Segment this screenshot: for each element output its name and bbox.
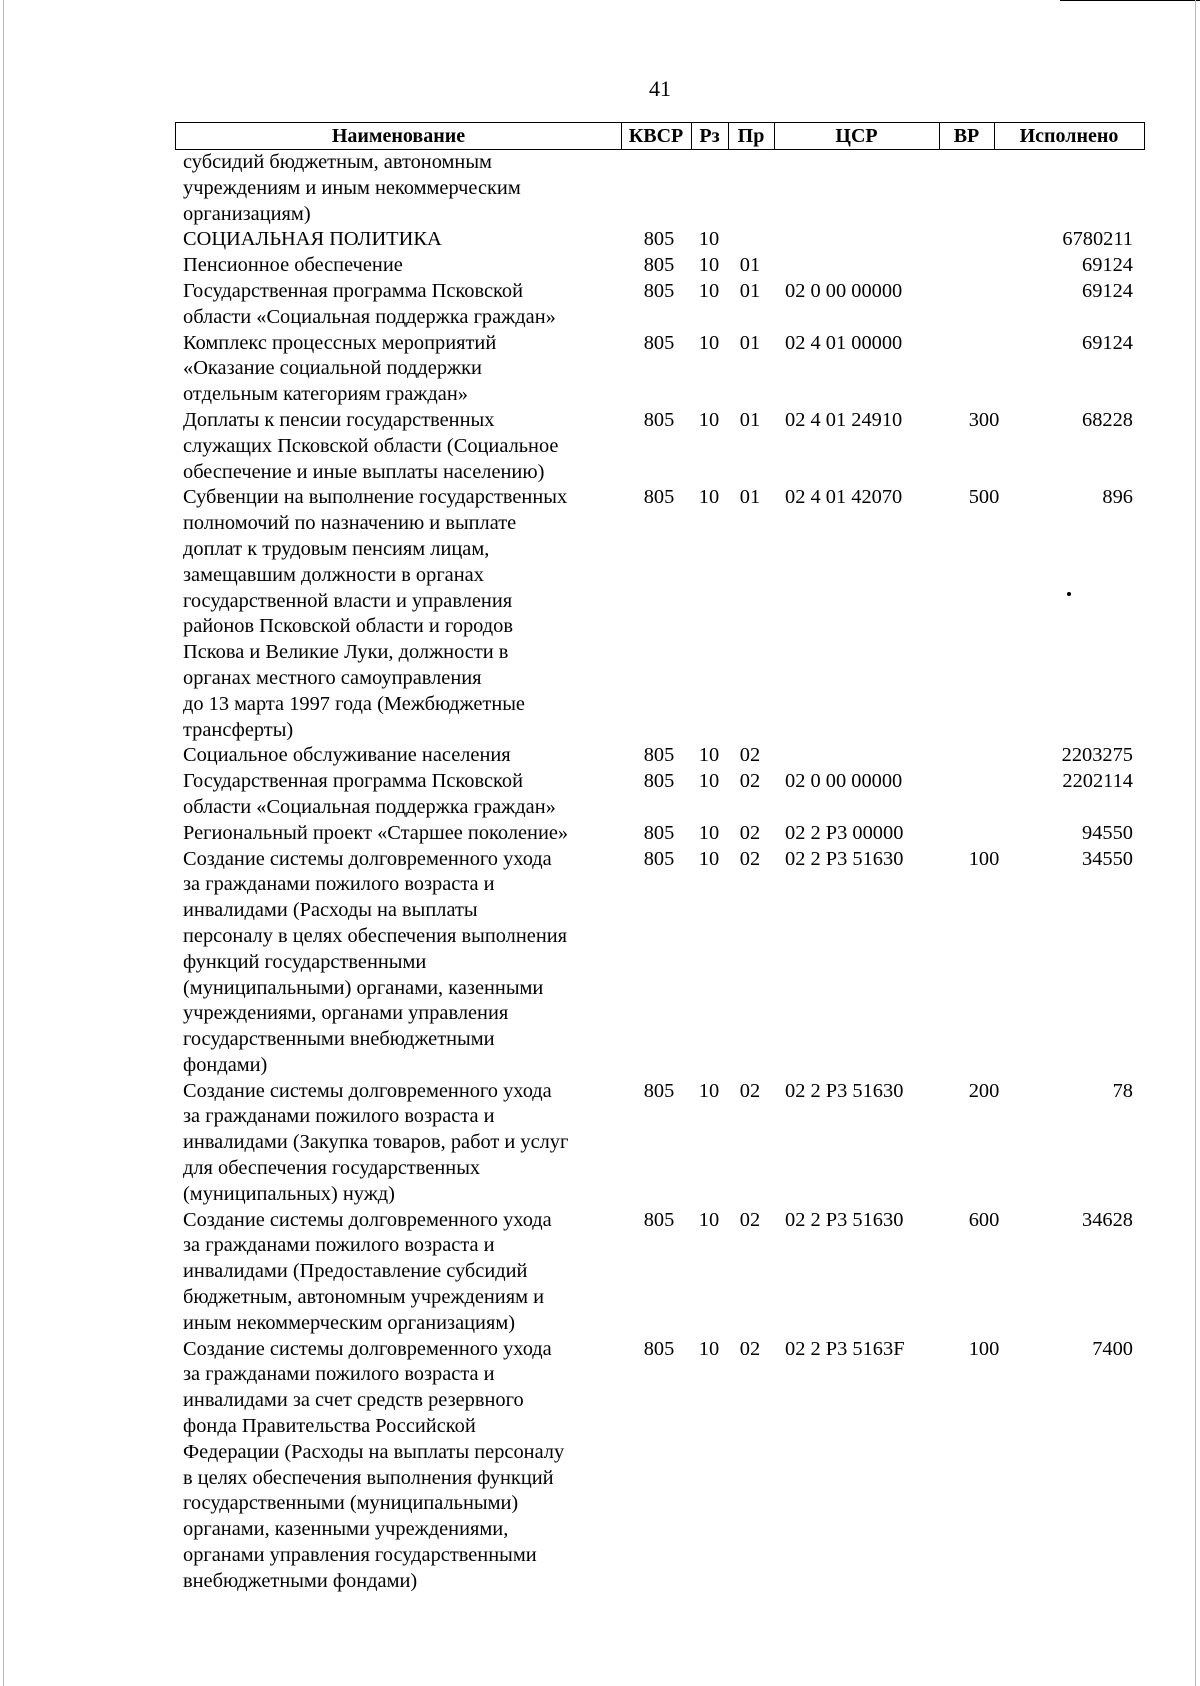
header-done: Исполнено [1019,125,1119,147]
row-kvsr: 805 [643,228,675,251]
row-name-line: полномочий по назначению и выплате [183,512,517,535]
row-name-line: Создание системы долговременного ухода [183,1208,552,1231]
table-row [175,331,1145,408]
row-pr: 02 [739,847,761,870]
row-name [175,408,613,485]
table-row [175,253,1145,279]
row-rz: 10 [698,228,720,251]
row-name-line: Пенсионное обеспечение [183,254,403,277]
table-row [175,821,1145,847]
row-kvsr: 805 [643,847,675,870]
row-name [175,769,613,821]
row-name-line: Пскова и Великие Луки, должности в [183,641,509,664]
budget-table [175,122,1145,1595]
row-name-line: служащих Псковской области (Социальное [183,434,559,457]
row-done: 69124 [1082,279,1133,302]
row-name-line: Доплаты к пенсии государственных [183,408,495,431]
table-row [175,1337,1145,1595]
row-kvsr: 805 [643,486,675,509]
row-csr: 02 4 01 24910 [785,408,903,431]
row-name-line: Государственная программа Псковской [183,279,523,302]
row-kvsr: 805 [643,1208,675,1231]
row-rz: 10 [698,408,720,431]
row-vr: 200 [968,1079,1000,1102]
row-name-line: Создание системы долговременного ухода [183,1079,552,1102]
row-vr: 300 [968,408,1000,431]
row-vr: 500 [968,486,1000,509]
row-name-line: отдельным категориям граждан» [183,383,468,406]
table-header [175,122,1145,150]
header-csr: ЦСР [835,125,878,147]
row-csr: 02 4 01 00000 [785,331,903,354]
row-done: 69124 [1082,331,1133,354]
row-name-line: иным некоммерческим организациям) [183,1311,516,1334]
row-name-line: Субвенции на выполнение государственных [183,486,568,509]
row-kvsr: 805 [643,744,675,767]
row-rz: 10 [698,821,720,844]
table-row [175,279,1145,331]
header-kvsr: КВСР [628,125,684,147]
row-done: 7400 [1092,1337,1133,1360]
table-row [175,1079,1145,1208]
scan-edge-top [1060,0,1200,1]
row-name-line: (муниципальных) нужд) [183,1182,395,1205]
row-name-line: районов Псковской области и городов [183,615,513,638]
row-done: 2203275 [1061,744,1133,767]
row-name-line: Создание системы долговременного ухода [183,1337,552,1360]
header-vr: ВР [953,125,980,147]
row-name-line: за гражданами пожилого возраста и [183,873,495,896]
row-name-line: Социальное обслуживание населения [183,744,511,767]
row-vr: 100 [968,847,1000,870]
row-rz: 10 [698,770,720,793]
table-row [175,847,1145,1079]
row-kvsr: 805 [643,1337,675,1360]
row-name-line: организациям) [183,202,311,225]
row-kvsr: 805 [643,331,675,354]
table-body [175,150,1145,1595]
header-rz: Рз [699,125,720,147]
row-name-line: внебюджетными фондами) [183,1569,418,1592]
row-name-line: области «Социальная поддержка граждан» [183,305,556,328]
row-name-line: за гражданами пожилого возраста и [183,1105,495,1128]
row-pr: 01 [739,486,761,509]
row-name-line: для обеспечения государственных [183,1157,481,1180]
row-name [175,743,613,769]
row-name-line: доплат к трудовым пенсиям лицам, [183,537,490,560]
row-csr: 02 2 P3 51630 [785,847,904,870]
row-name-line: за гражданами пожилого возраста и [183,1363,495,1386]
row-name-line: органах местного самоуправления [183,666,482,689]
row-name-line: фондами) [183,1053,268,1076]
row-done: 896 [1102,486,1133,509]
row-done: 68228 [1082,408,1133,431]
row-name-line: учреждениями, органами управления [183,1002,509,1025]
row-name-line: Федерации (Расходы на выплаты персоналу [183,1440,565,1463]
scan-edge-right [1195,0,1196,1686]
row-rz: 10 [698,486,720,509]
row-vr: 600 [968,1208,1000,1231]
table-row [175,408,1145,485]
row-name [175,279,613,331]
row-name-line: замещавшим должности в органах [183,563,484,586]
row-rz: 10 [698,744,720,767]
header-name: Наименование [331,125,466,147]
table-row [175,769,1145,821]
row-kvsr: 805 [643,821,675,844]
row-name [175,227,613,253]
row-name [175,847,613,1079]
row-name-line: Государственная программа Псковской [183,770,523,793]
row-rz: 10 [698,1208,720,1231]
row-pr: 01 [739,279,761,302]
row-name-line: инвалидами за счет средств резервного [183,1389,524,1412]
row-name [175,1208,613,1337]
row-name-line: за гражданами пожилого возраста и [183,1234,495,1257]
row-pr: 02 [739,744,761,767]
row-csr: 02 4 01 42070 [785,486,903,509]
row-name-line: СОЦИАЛЬНАЯ ПОЛИТИКА [183,228,442,251]
row-name-line: в целях обеспечения выполнения функций [183,1466,554,1489]
row-pr: 02 [739,770,761,793]
row-kvsr: 805 [643,1079,675,1102]
row-pr: 02 [739,1079,761,1102]
row-name-line: государственными внебюджетными [183,1028,495,1051]
table-row [175,227,1145,253]
row-name [175,150,613,227]
row-pr: 02 [739,1337,761,1360]
row-name [175,1337,613,1595]
row-kvsr: 805 [643,279,675,302]
row-csr: 02 2 P3 51630 [785,1079,904,1102]
row-name-line: Создание системы долговременного ухода [183,847,552,870]
row-name-line: инвалидами (Предоставление субсидий [183,1260,528,1283]
header-pr: Пр [737,125,765,147]
row-name-line: до 13 марта 1997 года (Межбюджетные [183,692,525,715]
row-rz: 10 [698,847,720,870]
row-rz: 10 [698,254,720,277]
row-csr: 02 2 P3 00000 [785,821,904,844]
row-name-line: органами управления государственными [183,1544,537,1567]
scan-edge-left [3,0,4,1686]
table-row [175,485,1145,743]
row-name-line: государственными (муниципальными) [183,1492,519,1515]
row-done: 2202114 [1062,770,1133,793]
row-pr: 02 [739,1208,761,1231]
row-done: 6780211 [1062,228,1133,251]
row-name-line: (муниципальными) органами, казенными [183,976,544,999]
page-number: 41 [649,76,671,101]
row-name-line: инвалидами (Закупка товаров, работ и услуг [183,1131,569,1154]
row-done: 94550 [1082,821,1133,844]
row-csr: 02 0 00 00000 [785,770,903,793]
row-csr: 02 0 00 00000 [785,279,903,302]
row-done: 78 [1112,1079,1133,1102]
row-name [175,821,613,847]
row-rz: 10 [698,1079,720,1102]
table-row [175,1208,1145,1337]
row-done: 34628 [1082,1208,1133,1231]
row-pr: 01 [739,408,761,431]
row-name-line: «Оказание социальной поддержки [183,357,482,380]
row-vr: 100 [968,1337,1000,1360]
row-kvsr: 805 [643,254,675,277]
row-name-line: области «Социальная поддержка граждан» [183,795,556,818]
row-rz: 10 [698,331,720,354]
row-name-line: государственной власти и управления [183,589,513,612]
row-name-line: фонда Правительства Российской [183,1415,476,1438]
row-name-line: функций государственными [183,950,427,973]
row-pr: 01 [739,254,761,277]
table-row [175,150,1145,227]
row-name-line: инвалидами (Расходы на выплаты [183,899,478,922]
row-name [175,485,613,743]
row-name-line: органами, казенными учреждениями, [183,1518,509,1541]
row-pr: 02 [739,821,761,844]
row-done: 69124 [1082,254,1133,277]
row-kvsr: 805 [643,408,675,431]
row-name-line: субсидий бюджетным, автономным [183,151,492,173]
row-csr: 02 2 P3 5163F [785,1337,905,1360]
row-name-line: бюджетным, автономным учреждениям и [183,1286,545,1309]
row-rz: 10 [698,1337,720,1360]
row-name-line: Региональный проект «Старшее поколение» [183,821,569,844]
row-name [175,253,613,279]
scan-dot [1067,592,1071,596]
table-row [175,743,1145,769]
row-name [175,1079,613,1208]
row-kvsr: 805 [643,770,675,793]
row-name-line: персоналу в целях обеспечения выполнения [183,924,568,947]
row-rz: 10 [698,279,720,302]
row-csr: 02 2 P3 51630 [785,1208,904,1231]
row-name-line: трансферты) [183,718,294,741]
row-name-line: учреждениям и иным некоммерческим [183,176,521,199]
row-name-line: обеспечение и иные выплаты населению) [183,460,545,483]
row-name [175,331,613,408]
row-done: 34550 [1082,847,1133,870]
row-name-line: Комплекс процессных мероприятий [183,331,497,354]
row-pr: 01 [739,331,761,354]
